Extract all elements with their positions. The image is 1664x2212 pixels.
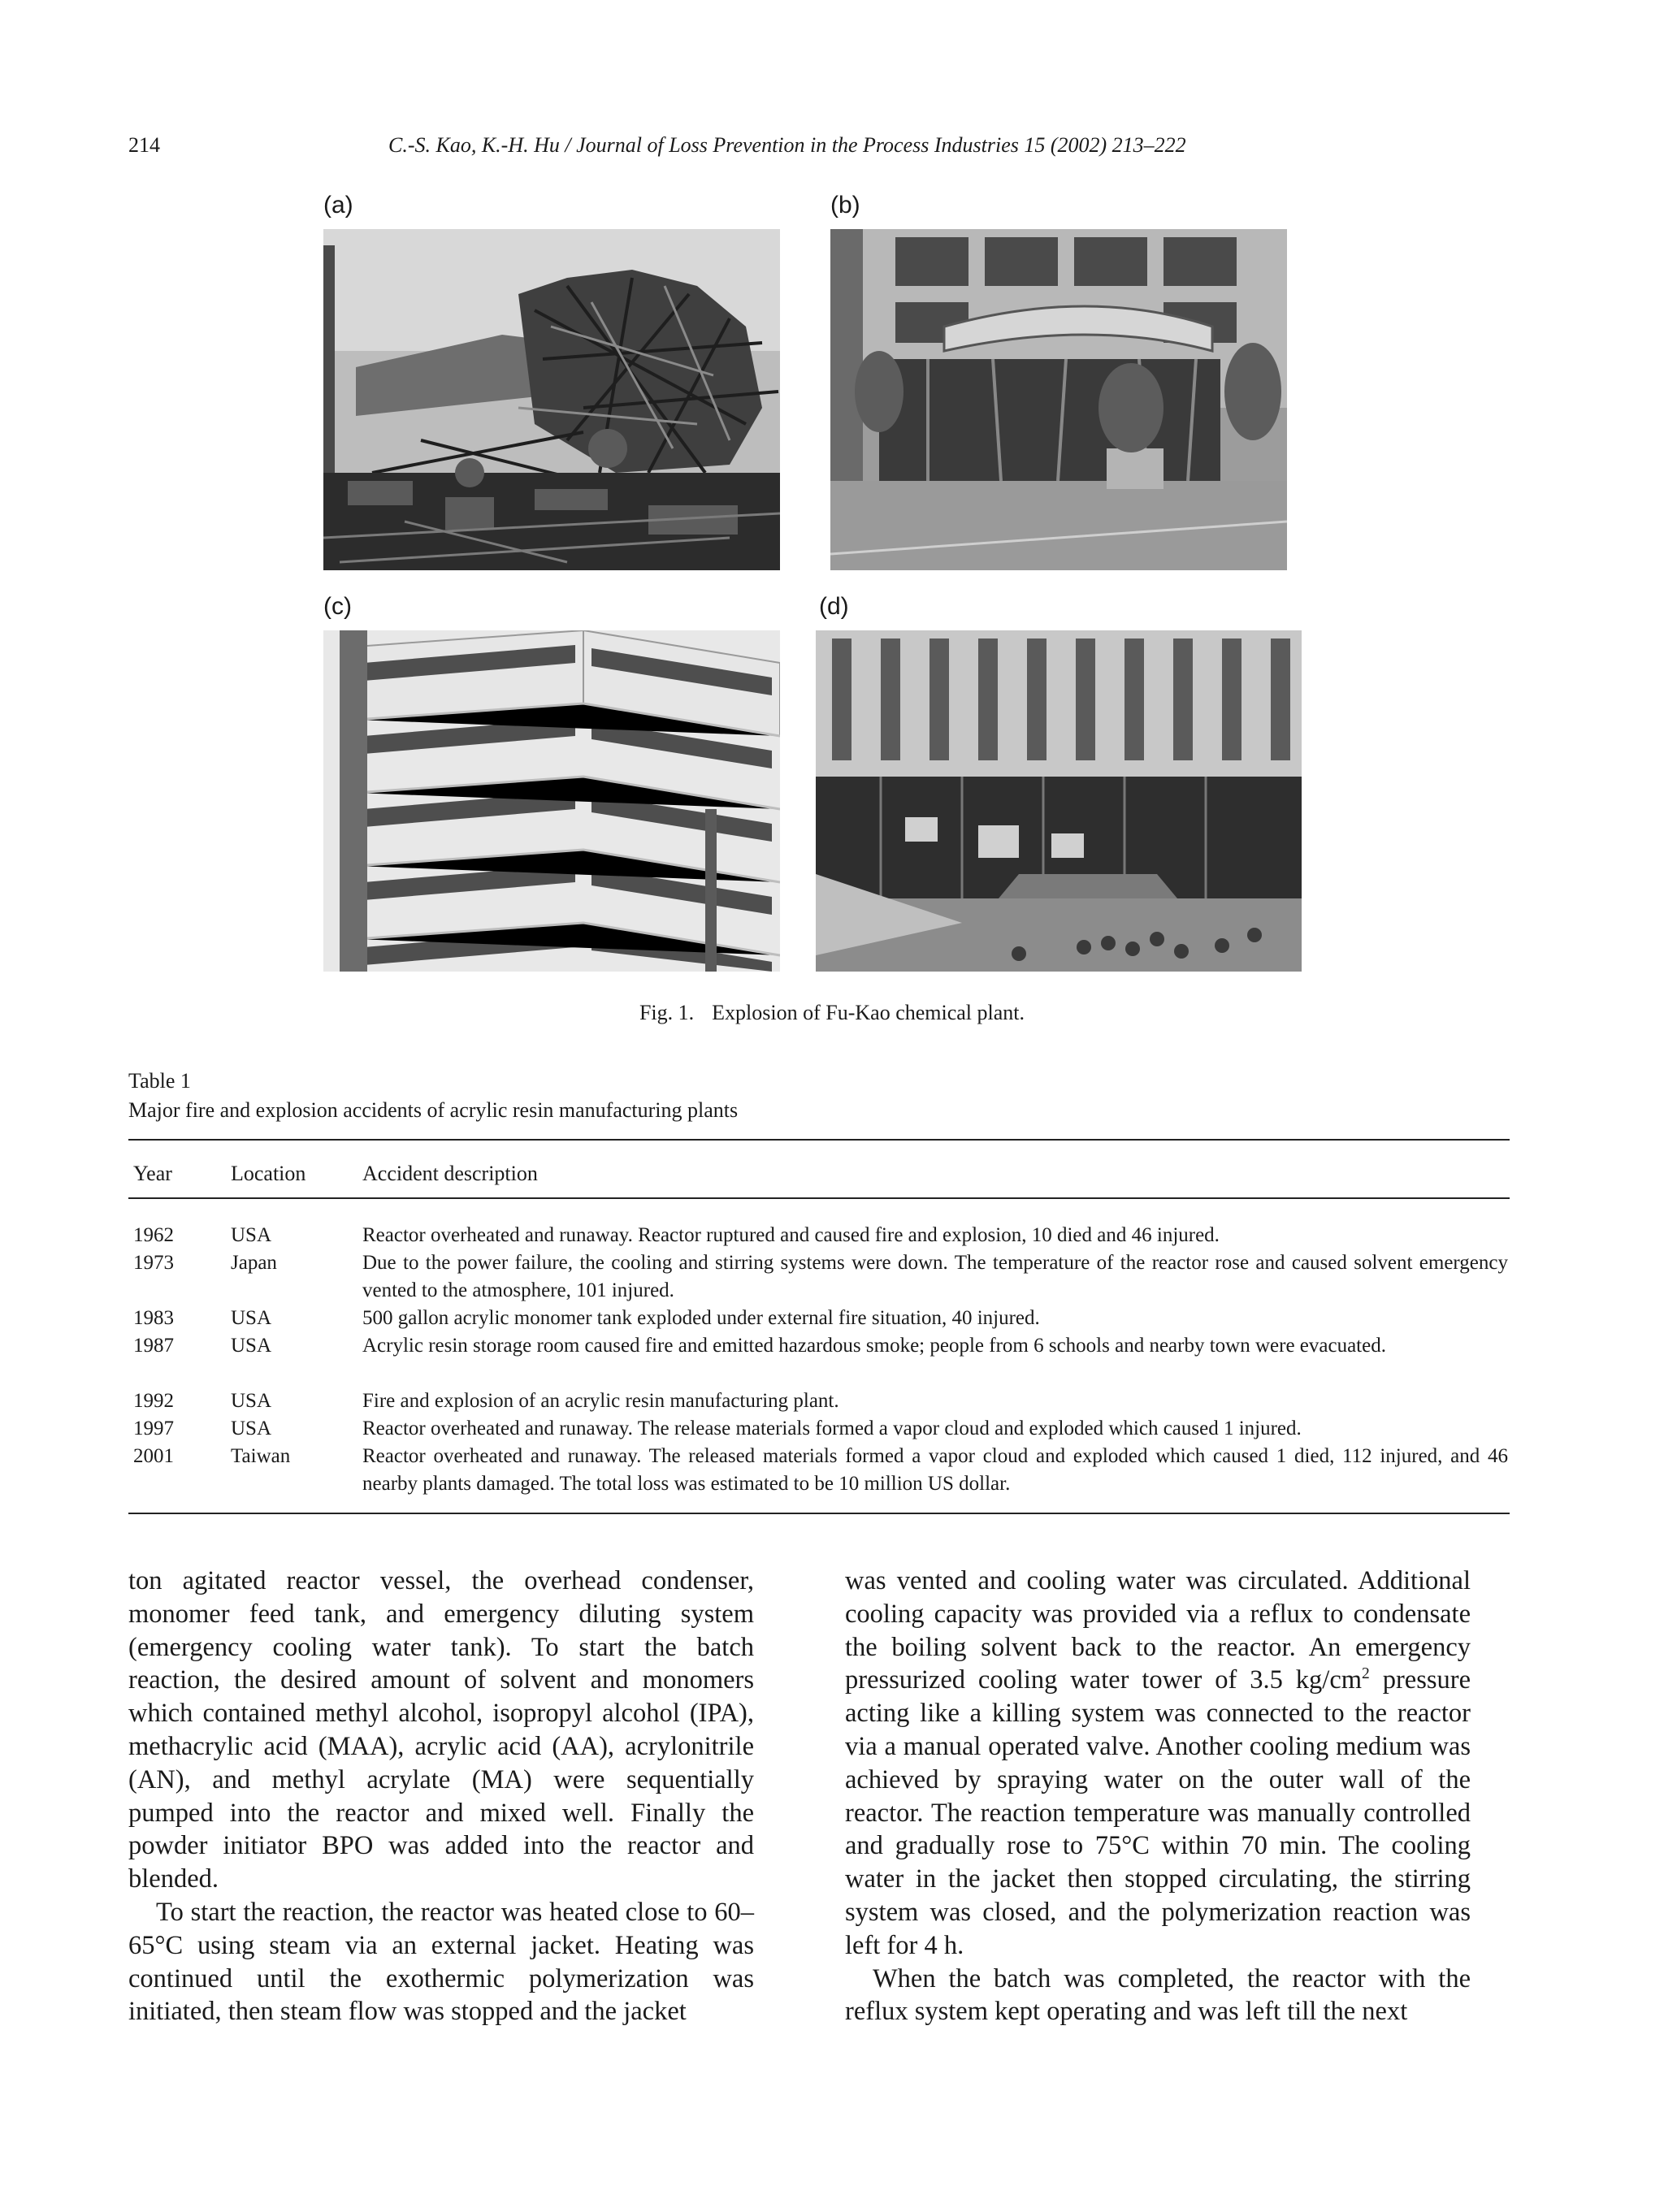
figure-caption — [0, 1001, 1664, 1025]
body-text: pressure acting like a killing system was connected to the reactor via a manual operated valve. Another cooling medium was achieved by spraying water on the outer wall of the reactor. The reaction temperature was manually controlled and gradually rose to 75°C within 70 min. The cooling water in the jacket then stopped circulating, the stirring system was closed, and the polymerization reaction was left for 4 h. — [845, 1665, 1471, 1960]
table-cell-location: USA — [231, 1307, 272, 1329]
table-title: Major fire and explosion accidents of acrylic resin manufacturing plants — [128, 1098, 739, 1122]
table-cell-year: 1997 — [133, 1418, 174, 1439]
panel-label-b: (b) — [830, 192, 860, 219]
table-cell-location: USA — [231, 1390, 272, 1412]
table-top-rule — [128, 1139, 1510, 1141]
table-cell-description: Fire and explosion of an acrylic resin manufacturing plant. — [362, 1390, 839, 1412]
figure-caption-text: Explosion of Fu-Kao chemical plant. — [712, 1001, 1025, 1024]
table-cell-description: Acrylic resin storage room caused fire and emitted hazardous smoke; people from 6 schools and nearby town were evacuated. — [362, 1335, 1386, 1357]
table-cell-year: 1973 — [133, 1252, 174, 1274]
table-cell-location: USA — [231, 1224, 272, 1246]
photo-b-building-entrance — [830, 229, 1287, 570]
table-cell-year: 2001 — [133, 1445, 174, 1467]
table-cell-description: Reactor overheated and runaway. Reactor ruptured and caused fire and explosion, 10 died and 46 injured. — [362, 1224, 1220, 1246]
superscript: 2 — [1362, 1665, 1370, 1683]
table-header-year: Year — [133, 1162, 172, 1185]
body-text: was vented and cooling water was circulated. Additional cooling capacity was provided via a reflux to condensate the boiling solvent back to the reactor. An emergency pressurized cooling water tower of 3.5 kg/cm — [845, 1566, 1471, 1695]
table-cell-location: Taiwan — [231, 1445, 291, 1467]
photo-d-office-building — [816, 630, 1302, 972]
table-cell-description: 500 gallon acrylic monomer tank exploded under external fire situation, 40 injured. — [362, 1307, 1040, 1329]
table-cell-year: 1983 — [133, 1307, 174, 1329]
body-paragraph: ton agitated reactor vessel, the overhead condenser, monomer feed tank, and emergency diluting system (emergency cooling water tank). To start the batch reaction, the desired amount of solvent and monomers which contained methyl alcohol, isopropyl alcohol (IPA), methacrylic acid (MAA), acrylic acid (AA), acrylonitrile (AN), and methyl acrylate (MA) were sequentially pumped into the reactor and mixed well. Finally the powder initiator BPO was added into the reactor and blended. — [128, 1566, 754, 1894]
figure-caption-number: Fig. 1. — [639, 1001, 695, 1024]
table-header-description: Accident description — [362, 1162, 538, 1185]
table-cell-location: USA — [231, 1335, 272, 1357]
table-bottom-rule — [128, 1513, 1510, 1514]
table-cell-location: USA — [231, 1418, 272, 1439]
page-number: 214 — [128, 133, 160, 157]
table-cell-year: 1987 — [133, 1335, 174, 1357]
table-cell-description: Due to the power failure, the cooling and stirring systems were down. The temperature of the reactor rose and caused solvent emergency vented to the atmosphere, 101 injured. — [362, 1252, 1508, 1301]
panel-label-a: (a) — [323, 192, 353, 219]
photo-a-plant-debris — [323, 229, 780, 570]
body-column-left — [128, 1565, 754, 2028]
table-cell-description: Reactor overheated and runaway. The released materials formed a vapor cloud and exploded which caused 1 died, 112 injured, and 46 nearby plants damaged. The total loss was estimated to be 10 million US dollar. — [362, 1445, 1508, 1495]
table-label: Table 1 — [128, 1069, 191, 1093]
body-paragraph: To start the reaction, the reactor was heated close to 60–65°C using steam via an external jacket. Heating was continued until the exothermic polymerization was initiated, then steam flow was stopped and the jacket — [128, 1897, 754, 2027]
table-cell-year: 1992 — [133, 1390, 174, 1412]
body-column-right — [845, 1565, 1471, 2028]
panel-label-d: (d) — [819, 593, 849, 620]
table-cell-description: Reactor overheated and runaway. The release materials formed a vapor cloud and exploded which caused 1 injured. — [362, 1418, 1302, 1439]
body-paragraph — [845, 1565, 1471, 1963]
table-cell-year: 1962 — [133, 1224, 174, 1246]
body-paragraph: When the batch was completed, the reactor with the reflux system kept operating and was left till the next — [845, 1963, 1471, 2027]
running-head: C.-S. Kao, K.-H. Hu / Journal of Loss Prevention in the Process Industries 15 (2002) 213–222 — [388, 133, 1186, 157]
table-header-location: Location — [231, 1162, 306, 1185]
photo-c-damaged-building — [323, 630, 780, 972]
panel-label-c: (c) — [323, 593, 352, 620]
table-cell-location: Japan — [231, 1252, 277, 1274]
table-header-rule — [128, 1197, 1510, 1199]
